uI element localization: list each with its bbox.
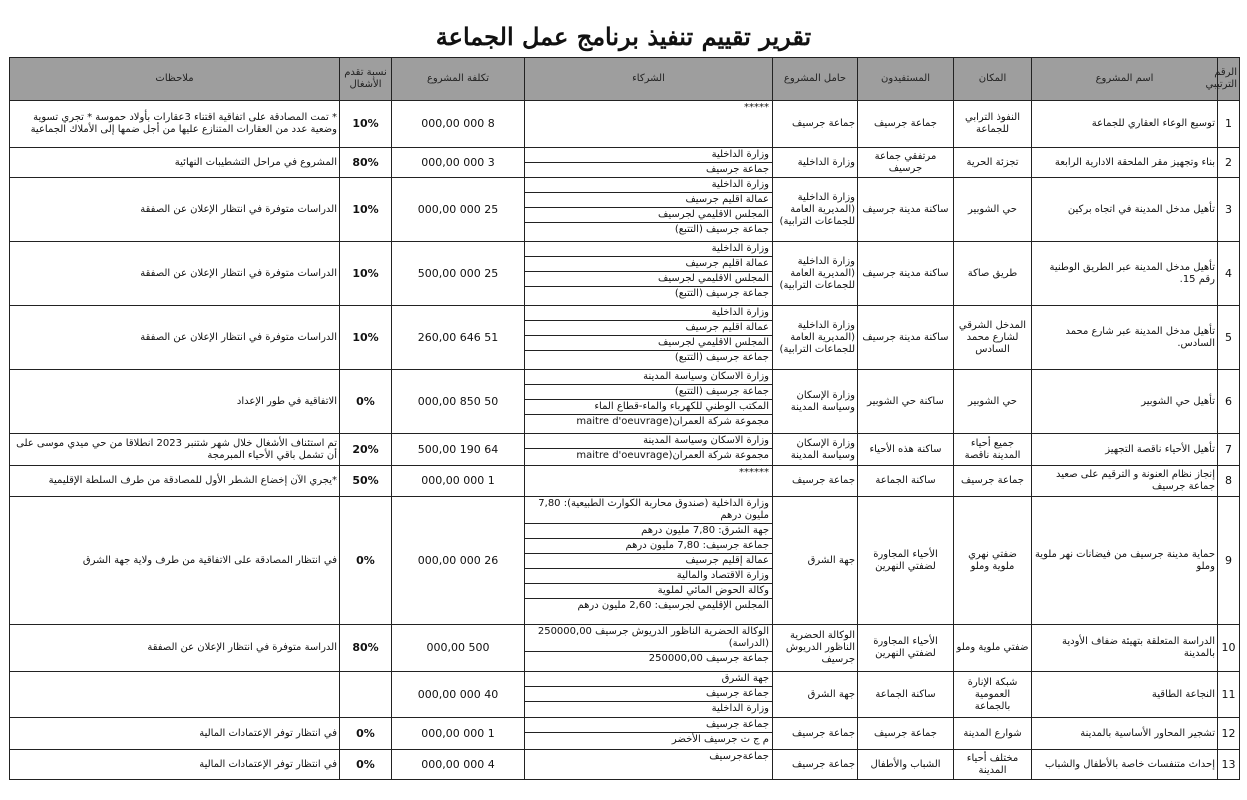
progress-rate: 10% [340, 178, 392, 242]
location: شوارع المدينة [954, 718, 1032, 750]
partner-item: المجلس الاقليمي لجرسيف [525, 208, 772, 223]
location: النفوذ الترابي للجماعة [954, 101, 1032, 148]
row-number: 4 [1218, 242, 1240, 306]
notes: الدراسة متوفرة في انتظار الإعلان عن الصفقة [10, 625, 340, 672]
table-header-row [10, 58, 1240, 101]
project-name: تأهيل الأحياء ناقصة التجهيز [1032, 434, 1218, 466]
partner-item: وزارة الداخلية [525, 178, 772, 193]
partners [525, 306, 773, 370]
project-holder: جماعة جرسيف [773, 466, 858, 497]
partner-item: جماعة جرسيف [525, 687, 772, 702]
beneficiaries: ساكنة الجماعة [858, 672, 954, 718]
project-holder: جماعة جرسيف [773, 101, 858, 148]
progress-rate: 10% [340, 242, 392, 306]
partners [525, 466, 773, 497]
beneficiaries: جماعة جرسيف [858, 718, 954, 750]
notes: في انتظار المصادقة على الاتفاقية من طرف ولاية جهة الشرق [10, 497, 340, 625]
header-notes: ملاحظات [10, 58, 340, 101]
partner-item: وزارة الاقتصاد والمالية [525, 569, 772, 584]
partner-item: المكتب الوطني للكهرباء والماء-قطاع الماء [525, 400, 772, 415]
location: شبكة الإنارة العمومية بالجماعة [954, 672, 1032, 718]
beneficiaries: ساكنة مدينة جرسيف [858, 178, 954, 242]
project-cost: 500 000,00 [392, 625, 525, 672]
project-name: الدراسة المتعلقة بتهيئة ضفاف الأودية بالمدينة [1032, 625, 1218, 672]
project-name: إنجاز نظام العنونة و الترقيم على صعيد جماعة جرسيف [1032, 466, 1218, 497]
beneficiaries: ساكنة الجماعة [858, 466, 954, 497]
partner-item: وزارة الاسكان وسياسة المدينة [525, 434, 772, 449]
project-cost: 25 000 000,00 [392, 178, 525, 242]
notes [10, 672, 340, 718]
partners [525, 497, 773, 625]
project-name: تأهيل مدخل المدينة في اتجاه بركين [1032, 178, 1218, 242]
table-row [10, 718, 1240, 750]
table-row [10, 672, 1240, 718]
project-cost: 64 190 500,00 [392, 434, 525, 466]
partner-item: ***** [744, 102, 769, 113]
partner-item: مجموعة شركة العمران(maitre d'oeuvrage [576, 450, 769, 461]
partner-item: وزارة الاسكان وسياسة المدينة [525, 370, 772, 385]
progress-rate: 10% [340, 306, 392, 370]
project-holder: الوكالة الحضرية الناظور الدريوش جرسيف [773, 625, 858, 672]
beneficiaries: جماعة جرسيف [858, 101, 954, 148]
table-row [10, 497, 1240, 625]
row-number: 9 [1218, 497, 1240, 625]
location: حي الشوبير [954, 178, 1032, 242]
progress-rate: 50% [340, 466, 392, 497]
project-name: تأهيل حي الشوبير [1032, 370, 1218, 434]
beneficiaries: ساكنة مدينة جرسيف [858, 242, 954, 306]
beneficiaries: الأحياء المجاورة لضفتي النهرين [858, 497, 954, 625]
location: حي الشوبير [954, 370, 1032, 434]
partner-item: وزارة الداخلية [525, 148, 772, 163]
progress-rate: 0% [340, 718, 392, 750]
notes: الدراسات متوفرة في انتظار الإعلان عن الصفقة [10, 178, 340, 242]
notes: الاتفاقية في طور الإعداد [10, 370, 340, 434]
project-name: بناء وتجهيز مقر الملحقة الادارية الرابعة [1032, 148, 1218, 178]
progress-rate: 0% [340, 370, 392, 434]
location: مختلف أحياء المدينة [954, 750, 1032, 780]
row-number: 2 [1218, 148, 1240, 178]
partner-item: وكالة الحوض المائي لملوية [525, 584, 772, 599]
table-row [10, 178, 1240, 242]
partner-item: جهة الشرق: 7,80 مليون درهم [525, 524, 772, 539]
location: ضفتي ملوية وملو [954, 625, 1032, 672]
partner-item: عمالة اقليم جرسيف [525, 193, 772, 208]
partners [525, 148, 773, 178]
project-cost: 1 000 000,00 [392, 718, 525, 750]
partners [525, 718, 773, 750]
table-row [10, 306, 1240, 370]
row-number: 11 [1218, 672, 1240, 718]
partner-item: جهة الشرق [525, 672, 772, 687]
partner-item: جماعة جرسيف (التتبع) [674, 224, 769, 235]
header-project-name: اسم المشروع [1032, 58, 1218, 101]
partner-item: المجلس الإقليمي لجرسيف: 2,60 مليون درهم [577, 600, 769, 611]
header-progress: نسبة تقدم الأشغال [340, 58, 392, 101]
partner-item: جماعة جرسيف (التتبع) [674, 288, 769, 299]
project-holder: وزارة الداخلية [773, 148, 858, 178]
progress-rate: 80% [340, 148, 392, 178]
row-number: 6 [1218, 370, 1240, 434]
partner-item: الوكالة الحضرية الناظور الدريوش جرسيف 250000,00 (الدراسة) [525, 625, 772, 652]
notes: تم استئناف الأشغال خلال شهر شتنبر 2023 انطلاقا من حي ميدي موسى على أن تشمل باقي الأحياء المبرمجة [10, 434, 340, 466]
partners [525, 101, 773, 148]
location: ضفتي نهري ملوية وملو [954, 497, 1032, 625]
location: تجزئة الحرية [954, 148, 1032, 178]
project-name: حماية مدينة جرسيف من فيضانات نهر ملوية وملو [1032, 497, 1218, 625]
project-holder: وزارة الإسكان وسياسة المدينة [773, 434, 858, 466]
partners [525, 672, 773, 718]
beneficiaries: ساكنة هذه الأحياء [858, 434, 954, 466]
location: المدخل الشرقي لشارع محمد السادس [954, 306, 1032, 370]
partner-item: عمالة اقليم جرسيف [525, 321, 772, 336]
project-cost: 40 000 000,00 [392, 672, 525, 718]
row-number: 3 [1218, 178, 1240, 242]
project-holder: جماعة جرسيف [773, 718, 858, 750]
row-number: 12 [1218, 718, 1240, 750]
header-beneficiaries: المستفيدون [858, 58, 954, 101]
notes: في انتظار توفر الإعتمادات المالية [10, 750, 340, 780]
partners [525, 750, 773, 780]
partner-item: جماعة جرسيف (التتبع) [525, 385, 772, 400]
page-title: تقرير تقييم تنفيذ برنامج عمل الجماعة [435, 22, 812, 51]
partner-item: م ج ت جرسيف الأخضر [671, 734, 769, 745]
project-holder: جهة الشرق [773, 497, 858, 625]
partner-item: المجلس الاقليمي لجرسيف [525, 336, 772, 351]
partner-item: جماعة جرسيف (التتبع) [674, 352, 769, 363]
project-cost: 50 850 000,00 [392, 370, 525, 434]
location: طريق صاكة [954, 242, 1032, 306]
partner-item: وزارة الداخلية [711, 703, 769, 714]
partner-item: جماعة جرسيف [525, 718, 772, 733]
project-name: توسيع الوعاء العقاري للجماعة [1032, 101, 1218, 148]
partners [525, 242, 773, 306]
project-cost: 3 000 000,00 [392, 148, 525, 178]
partner-item: وزارة الداخلية (صندوق محاربة الكوارث الطبيعية): 7,80 مليون درهم [525, 497, 772, 524]
partner-item: وزارة الداخلية [525, 306, 772, 321]
project-cost: 1 000 000,00 [392, 466, 525, 497]
progress-rate: 10% [340, 101, 392, 148]
project-cost: 51 646 260,00 [392, 306, 525, 370]
beneficiaries: ساكنة مدينة جرسيف [858, 306, 954, 370]
partners [525, 178, 773, 242]
notes: المشروع في مراحل التشطيبات النهائية [10, 148, 340, 178]
project-name: تأهيل مدخل المدينة عبر الطريق الوطنية رقم 15. [1032, 242, 1218, 306]
partner-item: جماعةجرسيف [709, 751, 769, 762]
row-number: 13 [1218, 750, 1240, 780]
partner-item: المجلس الاقليمي لجرسيف [525, 272, 772, 287]
location: جميع أحياء المدينة ناقصة [954, 434, 1032, 466]
table-row [10, 148, 1240, 178]
beneficiaries: ساكنة حي الشوبير [858, 370, 954, 434]
table-row [10, 370, 1240, 434]
project-name: تأهيل مدخل المدينة عبر شارع محمد السادس. [1032, 306, 1218, 370]
header-location: المكان [954, 58, 1032, 101]
header-project-cost: تكلفة المشروع [392, 58, 525, 101]
partners [525, 625, 773, 672]
project-name: إحداث متنفسات خاصة بالأطفال والشباب [1032, 750, 1218, 780]
project-cost: 25 000 500,00 [392, 242, 525, 306]
partners [525, 370, 773, 434]
project-cost: 4 000 000,00 [392, 750, 525, 780]
project-holder: جماعة جرسيف [773, 750, 858, 780]
header-partners: الشركاء [525, 58, 773, 101]
report-table [9, 57, 1240, 780]
table-row [10, 625, 1240, 672]
progress-rate: 80% [340, 625, 392, 672]
partner-item: عمالة اقليم جرسيف [525, 257, 772, 272]
project-cost: 8 000 000,00 [392, 101, 525, 148]
partner-item: جماعة جرسيف [706, 164, 769, 175]
header-project-holder: حامل المشروع [773, 58, 858, 101]
table-row [10, 434, 1240, 466]
project-name: تشجير المحاور الأساسية بالمدينة [1032, 718, 1218, 750]
progress-rate: 0% [340, 497, 392, 625]
project-holder: وزارة الداخلية (المديرية العامة للجماعات الترابية) [773, 306, 858, 370]
notes: في انتظار توفر الإعتمادات المالية [10, 718, 340, 750]
partners [525, 434, 773, 466]
project-holder: جهة الشرق [773, 672, 858, 718]
project-name: النجاعة الطاقية [1032, 672, 1218, 718]
partner-item: مجموعة شركة العمران(maitre d'oeuvrage [576, 416, 769, 427]
progress-rate: 0% [340, 750, 392, 780]
beneficiaries: الشباب والأطفال [858, 750, 954, 780]
row-number: 1 [1218, 101, 1240, 148]
row-number: 10 [1218, 625, 1240, 672]
progress-rate: 20% [340, 434, 392, 466]
project-holder: وزارة الإسكان وسياسة المدينة [773, 370, 858, 434]
row-number: 7 [1218, 434, 1240, 466]
partner-item: جماعة جرسيف 250000,00 [648, 653, 769, 664]
table-row [10, 750, 1240, 780]
notes: الدراسات متوفرة في انتظار الإعلان عن الصفقة [10, 242, 340, 306]
table-row [10, 466, 1240, 497]
project-cost: 26 000 000,00 [392, 497, 525, 625]
partner-item: عمالة إقليم جرسيف [525, 554, 772, 569]
partner-item: وزارة الداخلية [525, 242, 772, 257]
progress-rate [340, 672, 392, 718]
notes: الدراسات متوفرة في انتظار الإعلان عن الصفقة [10, 306, 340, 370]
table-row [10, 242, 1240, 306]
header-number: الرقم الترتيبي [1218, 58, 1240, 101]
location: جماعة جرسيف [954, 466, 1032, 497]
notes: *يجري الآن إخضاع الشطر الأول للمصادقة من طرف السلطة الإقليمية [10, 466, 340, 497]
row-number: 5 [1218, 306, 1240, 370]
project-holder: وزارة الداخلية (المديرية العامة للجماعات الترابية) [773, 242, 858, 306]
project-holder: وزارة الداخلية (المديرية العامة للجماعات الترابية) [773, 178, 858, 242]
row-number: 8 [1218, 466, 1240, 497]
beneficiaries: الأحياء المجاورة لضفتي النهرين [858, 625, 954, 672]
partner-item: جماعة جرسيف: 7,80 مليون درهم [525, 539, 772, 554]
notes: * تمت المصادقة على اتفاقية اقتناء 3عقارات بأولاد حموسة * تجري تسوية وضعية عدد من العقارات المتنازع عليها من أجل ضمها إلى الأملاك الجماعية [10, 101, 340, 148]
partner-item: ****** [739, 467, 769, 478]
beneficiaries: مرتفقي جماعة جرسيف [858, 148, 954, 178]
table-row [10, 101, 1240, 148]
